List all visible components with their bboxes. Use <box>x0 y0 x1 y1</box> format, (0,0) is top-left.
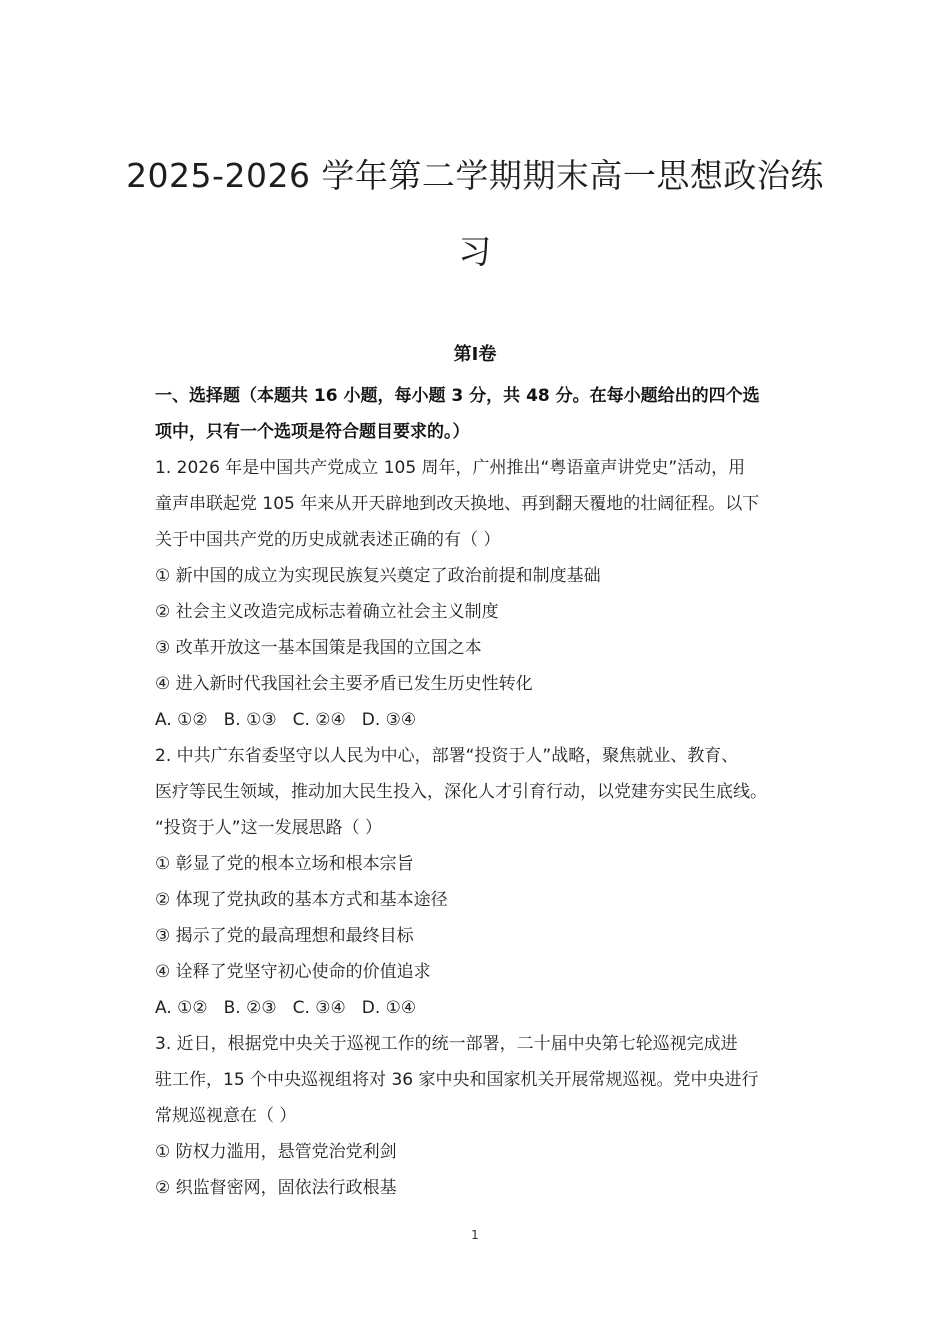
statement-item: ④ 诠释了党坚守初心使命的价值追求 <box>155 962 431 982</box>
statement-item: ② 体现了党执政的基本方式和基本途径 <box>155 890 448 910</box>
statement-item: ② 社会主义改造完成标志着确立社会主义制度 <box>155 602 499 622</box>
option-b: B. ②③ <box>223 998 277 1018</box>
statement-item: ① 彰显了党的根本立场和根本宗旨 <box>155 854 414 874</box>
volume-heading: 第Ⅰ卷 <box>453 344 497 365</box>
answer-options <box>155 702 810 738</box>
question-3 <box>155 1026 810 1206</box>
exam-content <box>155 378 810 1206</box>
question-stem-line: 1. 2026 年是中国共产党成立 105 周年，广州推出“粤语童声讲党史”活动，用 <box>155 458 746 478</box>
statement-item: ② 织监督密网，固依法行政根基 <box>155 1178 397 1198</box>
question-stem-line: 关于中国共产党的历史成就表述正确的有（ ） <box>155 530 501 550</box>
option-d: D. ③④ <box>361 710 417 730</box>
question-1 <box>155 450 810 738</box>
question-stem-line: “投资于人”这一发展思路（ ） <box>155 818 383 838</box>
document-title-line-1: 2025-2026 学年第二学期期末高一思想政治练 <box>126 156 824 195</box>
statement-item: ① 新中国的成立为实现民族复兴奠定了政治前提和制度基础 <box>155 566 601 586</box>
option-b: B. ①③ <box>223 710 277 730</box>
question-stem-line: 童声串联起党 105 年来从开天辟地到改天换地、再到翻天覆地的壮阔征程。以下 <box>155 494 760 514</box>
question-stem-line: 3. 近日，根据党中央关于巡视工作的统一部署，二十届中央第七轮巡视完成进 <box>155 1034 738 1054</box>
question-2 <box>155 738 810 1026</box>
statement-item: ③ 改革开放这一基本国策是我国的立国之本 <box>155 638 482 658</box>
option-c: C. ③④ <box>292 998 346 1018</box>
option-a: A. ①② <box>155 998 208 1018</box>
option-c: C. ②④ <box>292 710 346 730</box>
document-title-line-2: 习 <box>458 232 492 271</box>
statement-item: ① 防权力滥用，悬管党治党利剑 <box>155 1142 397 1162</box>
option-d: D. ①④ <box>361 998 417 1018</box>
statement-item: ③ 揭示了党的最高理想和最终目标 <box>155 926 414 946</box>
question-stem-line: 医疗等民生领域，推动加大民生投入，深化人才引育行动，以党建夯实民生底线。 <box>155 782 767 802</box>
section-heading-line-1: 一、选择题（本题共 16 小题，每小题 3 分，共 48 分。在每小题给出的四个选 <box>155 386 760 406</box>
statement-item: ④ 进入新时代我国社会主要矛盾已发生历史性转化 <box>155 674 533 694</box>
page-number: 1 <box>471 1228 479 1242</box>
option-a: A. ①② <box>155 710 208 730</box>
question-stem-line: 驻工作，15 个中央巡视组将对 36 家中央和国家机关开展常规巡视。党中央进行 <box>155 1070 759 1090</box>
section-heading-line-2: 项中，只有一个选项是符合题目要求的。） <box>155 422 470 442</box>
question-stem-line: 常规巡视意在（ ） <box>155 1106 297 1126</box>
question-stem-line: 2. 中共广东省委坚守以人民为中心，部署“投资于人”战略，聚焦就业、教育、 <box>155 746 739 766</box>
answer-options <box>155 990 810 1026</box>
